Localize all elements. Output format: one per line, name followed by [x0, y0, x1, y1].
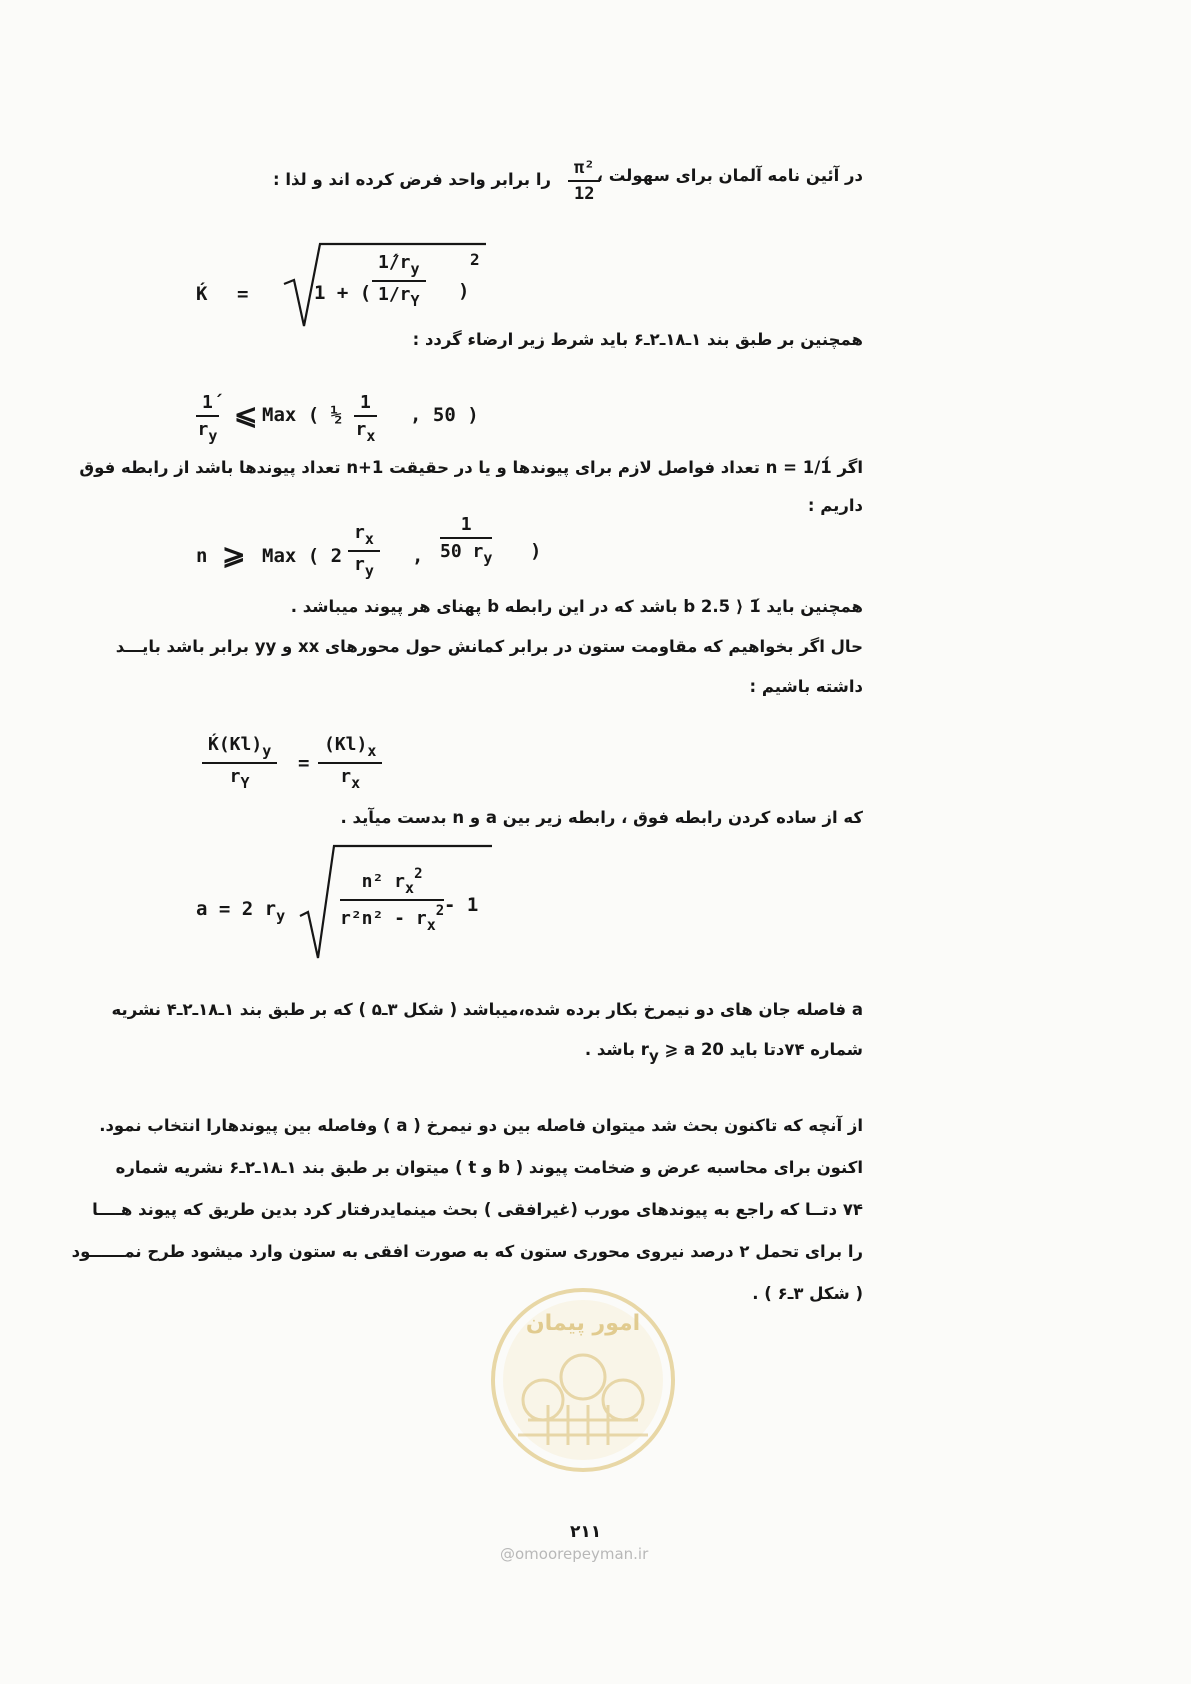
paragraph-5: حال اگر بخواهیم که مقاومت ستون در برابر کمانش حول محورهای xx و yy برابر باشد بایـــد [115, 637, 863, 656]
intro-line-1-end: را برابر واحد فرض کرده اند و لذا : [273, 170, 551, 189]
svg-text:امور پیمان: امور پیمان [525, 1311, 641, 1336]
page-number: ۲۱۱ [570, 1522, 602, 1542]
pi-squared-over-12: $\frac{\text{π²}}{12}$ [568, 158, 600, 204]
paragraph-11: را برای تحمل ۲ درصد نیروی محوری ستون که به صورت افقی به ستون وارد میشود طرح نمــــــود [71, 1242, 863, 1261]
k-prime-fraction: $\frac{1́/r_y}{1/r_Y}$ [372, 252, 426, 310]
watermark-seal-icon [488, 1285, 678, 1475]
paragraph-3: اگر n = 1/1́ تعداد فواصل لازم برای پیوندها و یا در حقیقت n+1 تعداد پیوندها باشد از رابطه فوق [79, 458, 863, 477]
paragraph-9: اکنون برای محاسبه عرض و ضخامت پیوند ( b و t ) میتوان بر طبق بند ۱ـ۱۸ـ۲ـ۶ نشریه شماره [115, 1158, 863, 1177]
paragraph-12: ( شکل ۳ـ۶ ) . [752, 1284, 863, 1303]
paragraph-10: ۷۴ دتــا که راجع به پیوندهای مورب (غیرافقی ) بحث مینمایدرفتار کرد بدین طریق که پیوند هــــا [92, 1200, 863, 1219]
paragraph-4: همچنین باید 1́ ⟨ 2.5 b باشد که در این رابطه b پهنای هر پیوند میباشد . [290, 597, 863, 616]
paragraph-7b: شماره ۷۴دتا باید 20 $r_y$ ⩾ a باشد . [584, 1040, 863, 1065]
paragraph-7: a فاصله جان های دو نیمرخ بکار برده شده،میباشد ( شکل ۳ـ۵ ) که بر طبق بند ۱ـ۱۸ـ۲ـ۴ نشریه [111, 1000, 863, 1019]
paragraph-8: از آنچه که تاکنون بحث شد میتوان فاصله بین دو نیمرخ ( a ) وفاصله بین پیوندهارا انتخاب نمود. [99, 1116, 863, 1135]
website-watermark: @omoorepeyman.ir [500, 1545, 649, 1563]
paragraph-2: همچنین بر طبق بند ۱ـ۱۸ـ۲ـ۶ باید شرط زیر ارضاء گردد : [412, 330, 863, 349]
intro-line-1: در آئین نامه آلمان برای سهولت ، [596, 166, 863, 185]
paragraph-5b: داشته باشیم : [749, 677, 863, 696]
paragraph-6: که از ساده کردن رابطه فوق ، رابطه زیر بین a و n بدست میآید . [340, 808, 863, 827]
paragraph-3b: داریم : [807, 496, 863, 515]
